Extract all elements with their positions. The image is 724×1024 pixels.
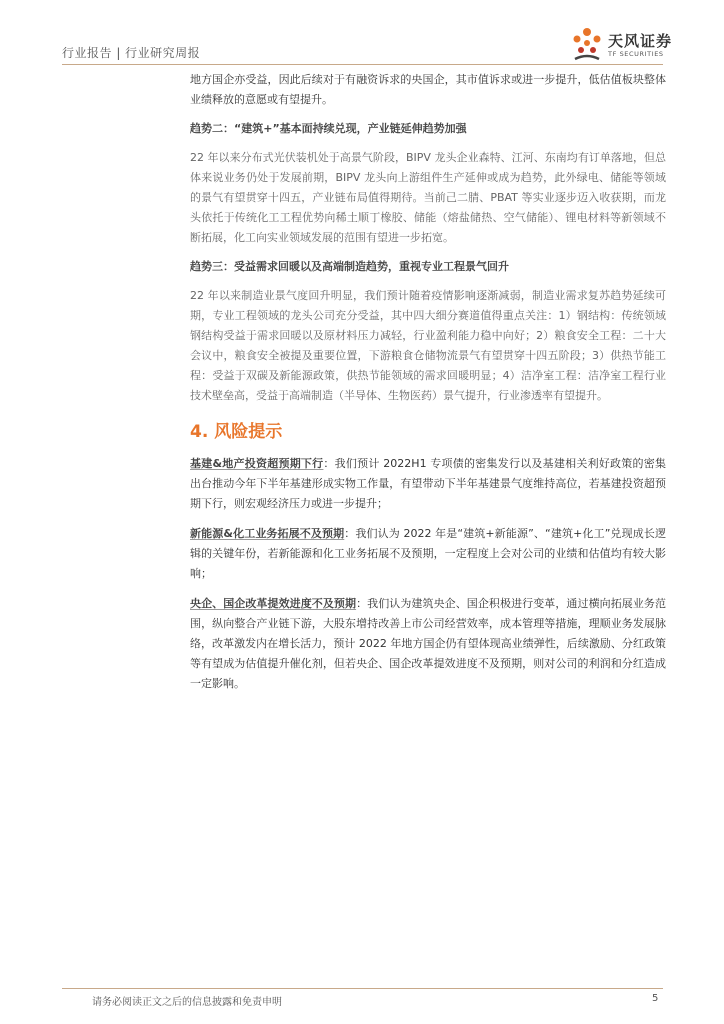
footer-divider xyxy=(62,988,663,989)
trend2-title: 趋势二：“建筑+”基本面持续兑现，产业链延伸趋势加强 xyxy=(190,122,467,135)
trend3-title: 趋势三：受益需求回暖以及高端制造趋势，重视专业工程景气回升 xyxy=(190,260,509,273)
risk-item-label: 新能源&化工业务拓展不及预期 xyxy=(190,527,345,540)
company-logo xyxy=(570,26,680,62)
header-divider xyxy=(62,64,663,65)
risk-item-text: ：我们认为 2022 年是“建筑+新能源”、“建筑+化工”兑现成长逻辑的关键年份，若新能源和化工业务拓展不及预期，一定程度上会对公司的业绩和估值均有较大影响； xyxy=(190,527,666,580)
trend2-paragraph: 22 年以来分布式光伏装机处于高景气阶段，BIPV 龙头企业森特、江河、东南均有订单落地，但总体来说业务仍处于发展前期，BIPV 龙头向上游组件生产延伸或成为趋势，此外绿电、储能等领域的景气有望贯穿十四五，产业链布局值得期待。当前己二腈、PBAT 等实业逐步迈入收获期，而龙头依托于传统化工工程优势向稀土顺丁橡胶、储能（熔盐储热、空气储能）、锂电材料等新领域不断拓展，化工向实业领域发展的范围有望进一步拓宽。 xyxy=(190,151,666,244)
intro-paragraph: 地方国企亦受益，因此后续对于有融资诉求的央国企，其市值诉求或进一步提升，低估值板块整体业绩释放的意愿或有望提升。 xyxy=(190,73,666,106)
logo-chinese-name: 天风证券 xyxy=(608,32,673,50)
risk-item xyxy=(190,594,666,694)
report-type-label: 行业报告 | 行业研究周报 xyxy=(62,46,201,60)
main-content xyxy=(190,70,666,694)
risk-item-label: 央企、国企改革提效进度不及预期 xyxy=(190,597,357,610)
risk-item-label: 基建&地产投资超预期下行 xyxy=(190,457,324,470)
disclaimer-text: 请务必阅读正文之后的信息披露和免责申明 xyxy=(92,997,282,1008)
risk-item xyxy=(190,454,666,514)
tf-logo-icon xyxy=(570,26,604,62)
risk-item-text: ：我们认为建筑央企、国企积极进行变革，通过横向拓展业务范围，纵向整合产业链下游，大股东增持改善上市公司经营效率，成本管理等措施，理顺业务发展脉络，改革激发内在增长活力，预计 2022 年地方国企仍有望体现高业绩弹性，后续激励、分红政策等有望成为估值提升催化剂，但若央企、国企改革提效进度不及预期，则对公司的利润和分红造成一定影响。 xyxy=(190,597,667,690)
trend3-paragraph: 22 年以来制造业景气度回升明显，我们预计随着疫情影响逐渐减弱，制造业需求复苏趋势延续可期，专业工程领域的龙头公司充分受益，其中四大细分赛道值得重点关注：1）钢结构：传统领域钢结构受益于需求回暖以及原材料压力减轻，行业盈利能力稳中向好；2）粮食安全工程：二十大会议中，粮食安全被提及重要位置，下游粮食仓储物流景气有望贯穿十四五阶段；3）供热节能工程：受益于双碳及新能源政策，供热节能领域的需求回暖明显；4）洁净室工程：洁净室工程行业技术壁垒高，受益于高端制造（半导体、生物医药）景气提升，行业渗透率有望提升。 xyxy=(190,289,666,402)
risk-item xyxy=(190,524,666,584)
page-number: 5 xyxy=(652,993,659,1004)
risk-item-text: ：我们预计 2022H1 专项债的密集发行以及基建相关利好政策的密集出台推动今年下半年基建形成实物工作量，有望带动下半年基建景气度维持高位，若基建投资超预期下行，则宏观经济压力或进一步提升； xyxy=(190,457,666,510)
risk-section-heading: 4. 风险提示 xyxy=(190,422,283,442)
logo-english-name: TF SECURITIES xyxy=(608,50,664,58)
